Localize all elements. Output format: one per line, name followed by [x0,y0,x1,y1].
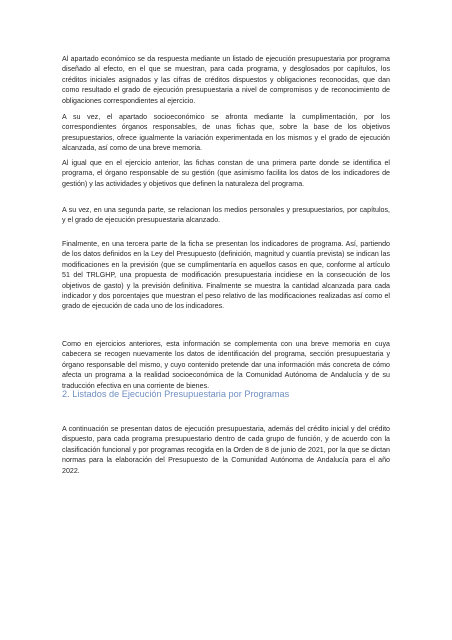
paragraph-memory: Como en ejercicios anteriores, esta información se complementa con una breve memoria en cuya cabecera se recogen nuevamente los datos de identificación del programa, sección presupuestaria y órgano responsable del mismo, y cuyo contenido pretende dar una información más concreta de cómo afecta un programa a la realidad socioeconómica de la Comunidad Autónoma de Andalucía y de su traducción efectiva en una corriente de bienes. [62,340,390,390]
section-heading: 2. Listados de Ejecución Presupuestaria por Programas [62,389,290,399]
paragraph-economic-section: Al apartado económico se da respuesta mediante un listado de ejecución presupuestaria por programa diseñado al efecto, en el que se muestran, para cada programa, y desglosados por capítulos, los créditos iniciales asignados y las cifras de créditos dispuestos y obligaciones reconocidas, que dan como resultado el grado de ejecución presupuestaria a nivel de compromisos y de reconocimiento de obligaciones correspondientes al ejercicio. [62,55,390,105]
paragraph-second-part: A su vez, en una segunda parte, se relacionan los medios personales y presupuestarios, por capítulos, y el grado de ejecución presupuestaria alcanzado. [62,206,390,225]
paragraph-first-part: Al igual que en el ejercicio anterior, las fichas constan de una primera parte donde se identifica el programa, el órgano responsable de su gestión (que asimismo facilita los datos de los indicadores de gestión) y las actividades y objetivos que definen la naturaleza del programa. [62,159,390,188]
paragraph-socioeconomic-section: A su vez, el apartado socioeconómico se afronta mediante la cumplimentación, por los correspondientes órganos responsables, de unas fichas que, sobre la base de los objetivos presupuestarios, ofrece igualmente la variación experimentada en los mismos y el grado de ejecución alcanzada, así como de una breve memoria. [62,113,390,153]
paragraph-third-part: Finalmente, en una tercera parte de la ficha se presentan los indicadores de programa. Así, partiendo de los datos definidos en la Ley del Presupuesto (definición, magnitud y cuantía prevista) se indican las modificaciones en la previsión (que se cumplimentaría en aquellos casos en que, conforme al artículo 51 del TRLGHP, una propuesta de modificación presupuestaria incidiese en la consecución de los objetivos de gasto) y la previsión definitiva. Finalmente se muestra la cantidad alcanzada para cada indicador y dos porcentajes que muestran el peso relativo de las modificaciones realizadas así como el grado de ejecución de cada uno de los indicadores. [62,240,390,311]
paragraph-listings-intro: A continuación se presentan datos de ejecución presupuestaria, además del crédito inicial y del crédito dispuesto, para cada programa presupuestario dentro de cada grupo de función, y de acuerdo con la clasificación funcional y por programas recogida en la Orden de 8 de junio de 2021, por la que se dictan normas para la elaboración del Presupuesto de la Comunidad Autónoma de Andalucía para el año 2022. [62,425,390,475]
